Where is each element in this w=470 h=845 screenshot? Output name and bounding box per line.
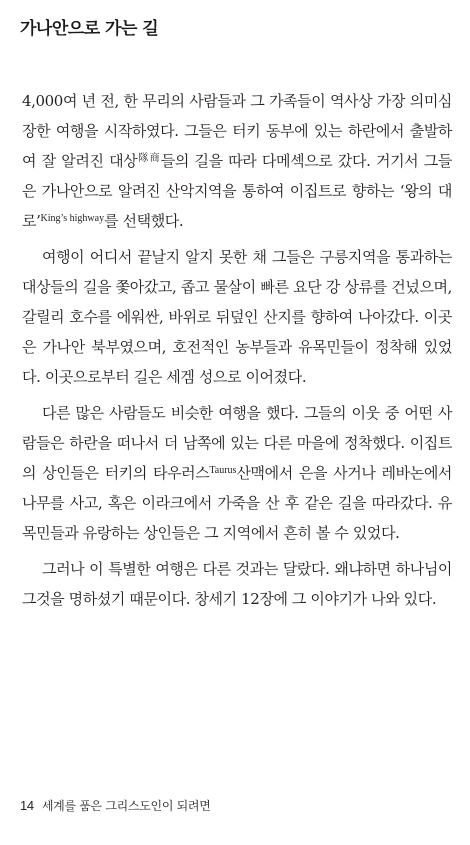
annotation-taurus: Taurus — [209, 465, 237, 476]
paragraph-3-text-a: 다른 많은 사람들도 비슷한 여행을 했다. 그들의 이웃 중 어떤 사람들은 하란을 떠나서 더 남쪽에 있는 다른 마을에 정착했다. 이집트의 상인들은 터키의 타우러스 — [22, 404, 452, 482]
body-text — [22, 86, 452, 620]
paragraph-1-text-a: 4,000여 년 전, 한 무리의 사람들과 그 가족들이 역사상 가장 의미심장한 여행을 시작하였다. 그들은 터키 동부에 있는 하란에서 출발하여 잘 알려진 대상 — [22, 92, 452, 170]
paragraph-1-text-b: 들의 길을 따라 다메섹으로 갔다. 거기서 그들은 가나안으로 알려진 산악지역을 통하여 이집트로 향하는 ‘왕의 대로’ — [22, 152, 452, 230]
paragraph-3-text-b: 산맥에서 은을 사거나 레바논에서 나무를 사고, 혹은 이라크에서 가죽을 산 후 같은 길을 따라갔다. 유목민들과 유랑하는 상인들은 그 지역에서 흔히 볼 수 있었다. — [22, 464, 452, 542]
paragraph-1-text-c: 를 선택했다. — [104, 212, 184, 230]
paragraph-3 — [22, 398, 452, 548]
paragraph-1 — [22, 86, 452, 236]
page-footer — [20, 797, 211, 814]
section-title: 가나안으로 가는 길 — [20, 19, 159, 39]
paragraph-2: 여행이 어디서 끝날지 알지 못한 채 그들은 구릉지역을 통과하는 대상들의 길을 쫓아갔고, 좁고 물살이 빠른 요단 강 상류를 건넜으며, 갈릴리 호수를 에워싼, 바위로 뒤덮인 산지를 향하여 나아갔다. 이곳은 가나안 북부였으며, 호전적인 농부들과 유목민들이 정착해 있었다. 이곳으로부터 길은 세겜 성으로 이어졌다. — [22, 248, 452, 386]
book-title: 세계를 품은 그리스도인이 되려면 — [41, 799, 211, 813]
annotation-hanja: 隊商 — [137, 153, 161, 164]
page-number: 14 — [20, 798, 34, 813]
paragraph-4: 그러나 이 특별한 여행은 다른 것과는 달랐다. 왜냐하면 하나님이 그것을 명하셨기 때문이다. 창세기 12장에 그 이야기가 나와 있다. — [22, 560, 452, 608]
annotation-kings-highway: King’s highway — [40, 213, 105, 224]
